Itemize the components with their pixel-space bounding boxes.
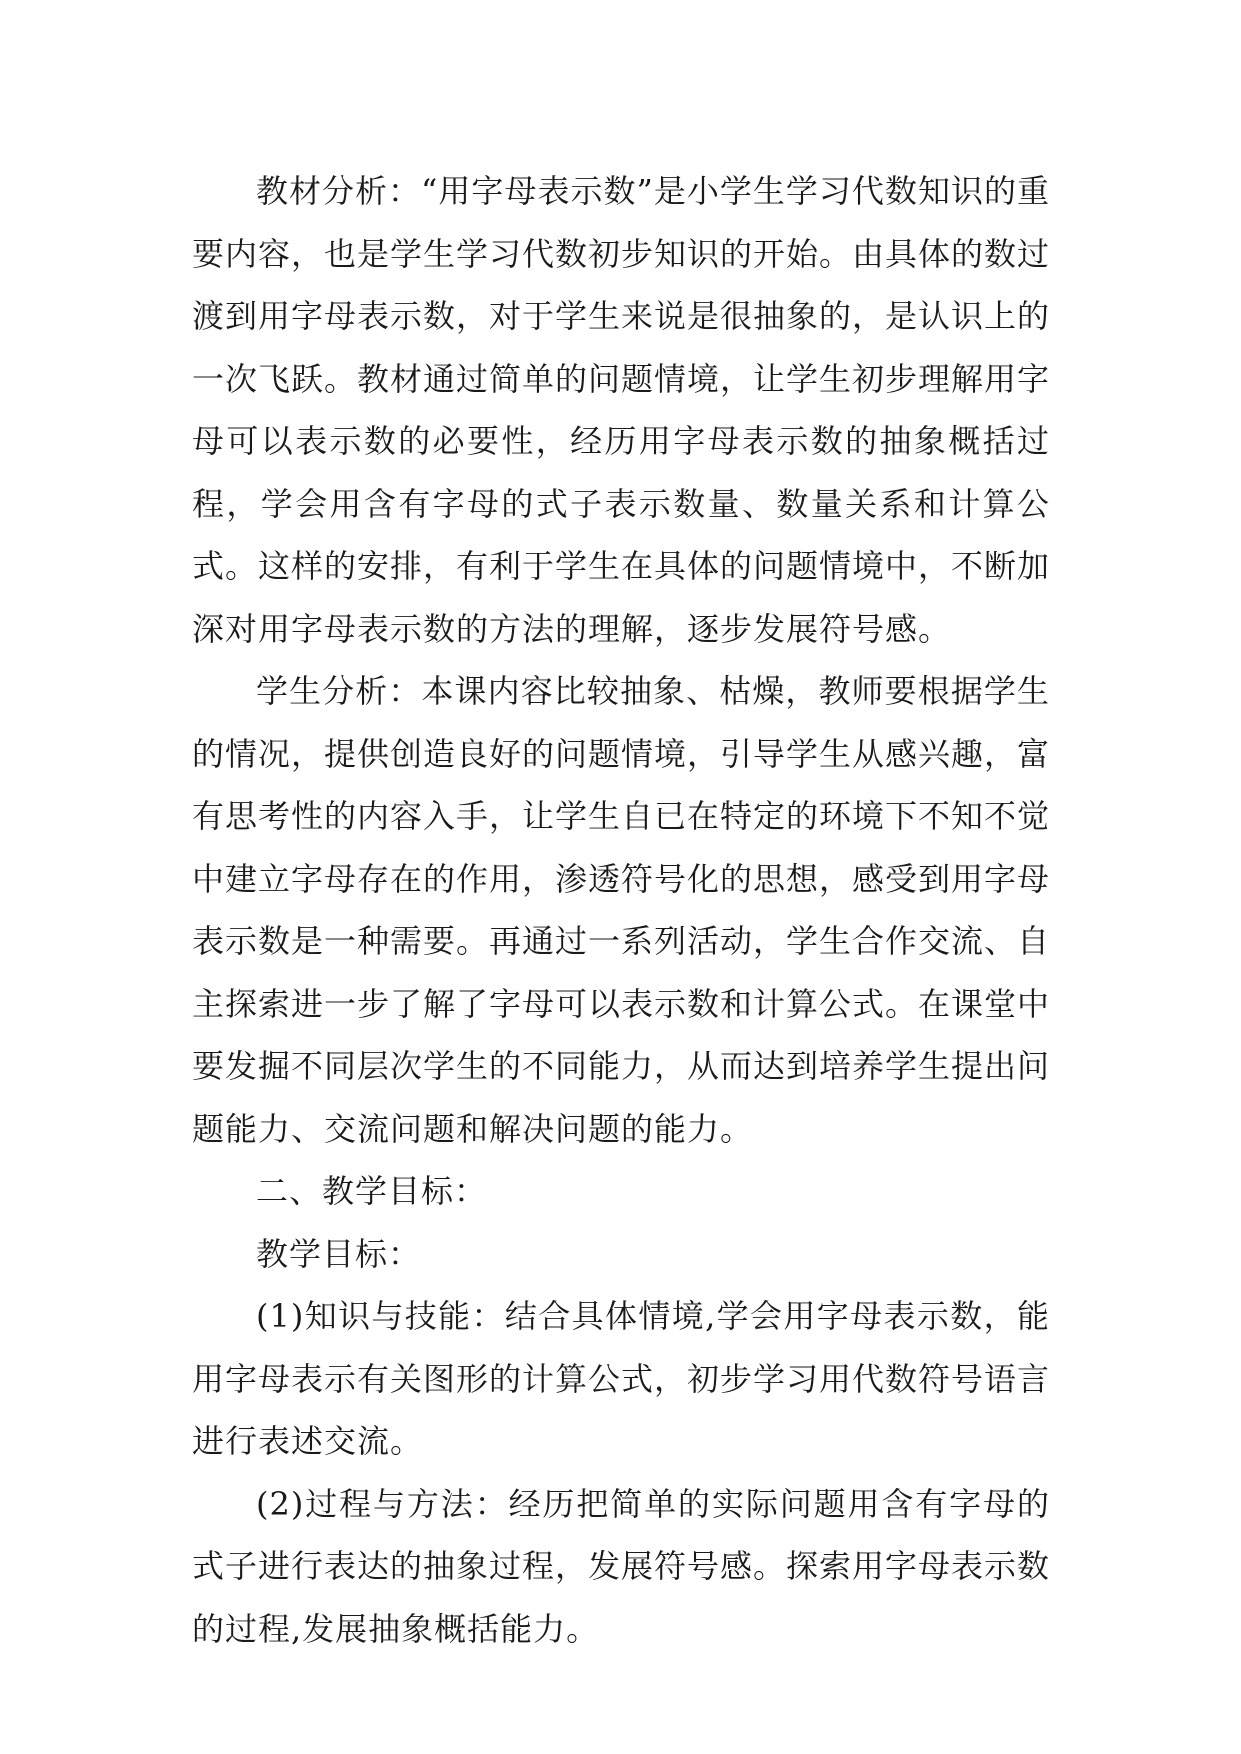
paragraph-process-methods: (2)过程与方法：经历把简单的实际问题用含有字母的式子进行表达的抽象过程，发展符号感。探索用字母表示数的过程,发展抽象概括能力。 <box>192 1484 1051 1648</box>
document-body <box>192 160 1050 1660</box>
paragraph-knowledge-skills: (1)知识与技能：结合具体情境,学会用字母表示数，能用字母表示有关图形的计算公式，初步学习用代数符号语言进行表述交流。 <box>192 1297 1051 1460</box>
paragraph-student-analysis: 学生分析：本课内容比较抽象、枯燥，教师要根据学生的情况，提供创造良好的问题情境，引导学生从感兴趣，富有思考性的内容入手，让学生自已在特定的环境下不知不觉中建立字母存在的作用，渗透符号化的思想，感受到用字母表示数是一种需要。再通过一系列活动，学生合作交流、自主探索进一步了解了字母可以表示数和计算公式。在课堂中要发掘不同层次学生的不同能力，从而达到培养学生提出问题能力、交流问题和解决问题的能力。 <box>192 672 1051 1148</box>
subheading-teaching-objectives: 教学目标： <box>256 1234 422 1273</box>
paragraph-textbook-analysis: 教材分析：“用字母表示数”是小学生学习代数知识的重要内容，也是学生学习代数初步知识的开始。由具体的数过渡到用字母表示数，对于学生来说是很抽象的，是认识上的一次飞跃。教材通过简单的问题情境，让学生初步理解用字母可以表示数的必要性，经历用字母表示数的抽象概括过程，学会用含有字母的式子表示数量、数量关系和计算公式。这样的安排，有利于学生在具体的问题情境中，不断加深对用字母表示数的方法的理解，逐步发展符号感。 <box>192 172 1051 648</box>
section-heading-teaching-objectives: 二、教学目标： <box>256 1172 488 1210</box>
